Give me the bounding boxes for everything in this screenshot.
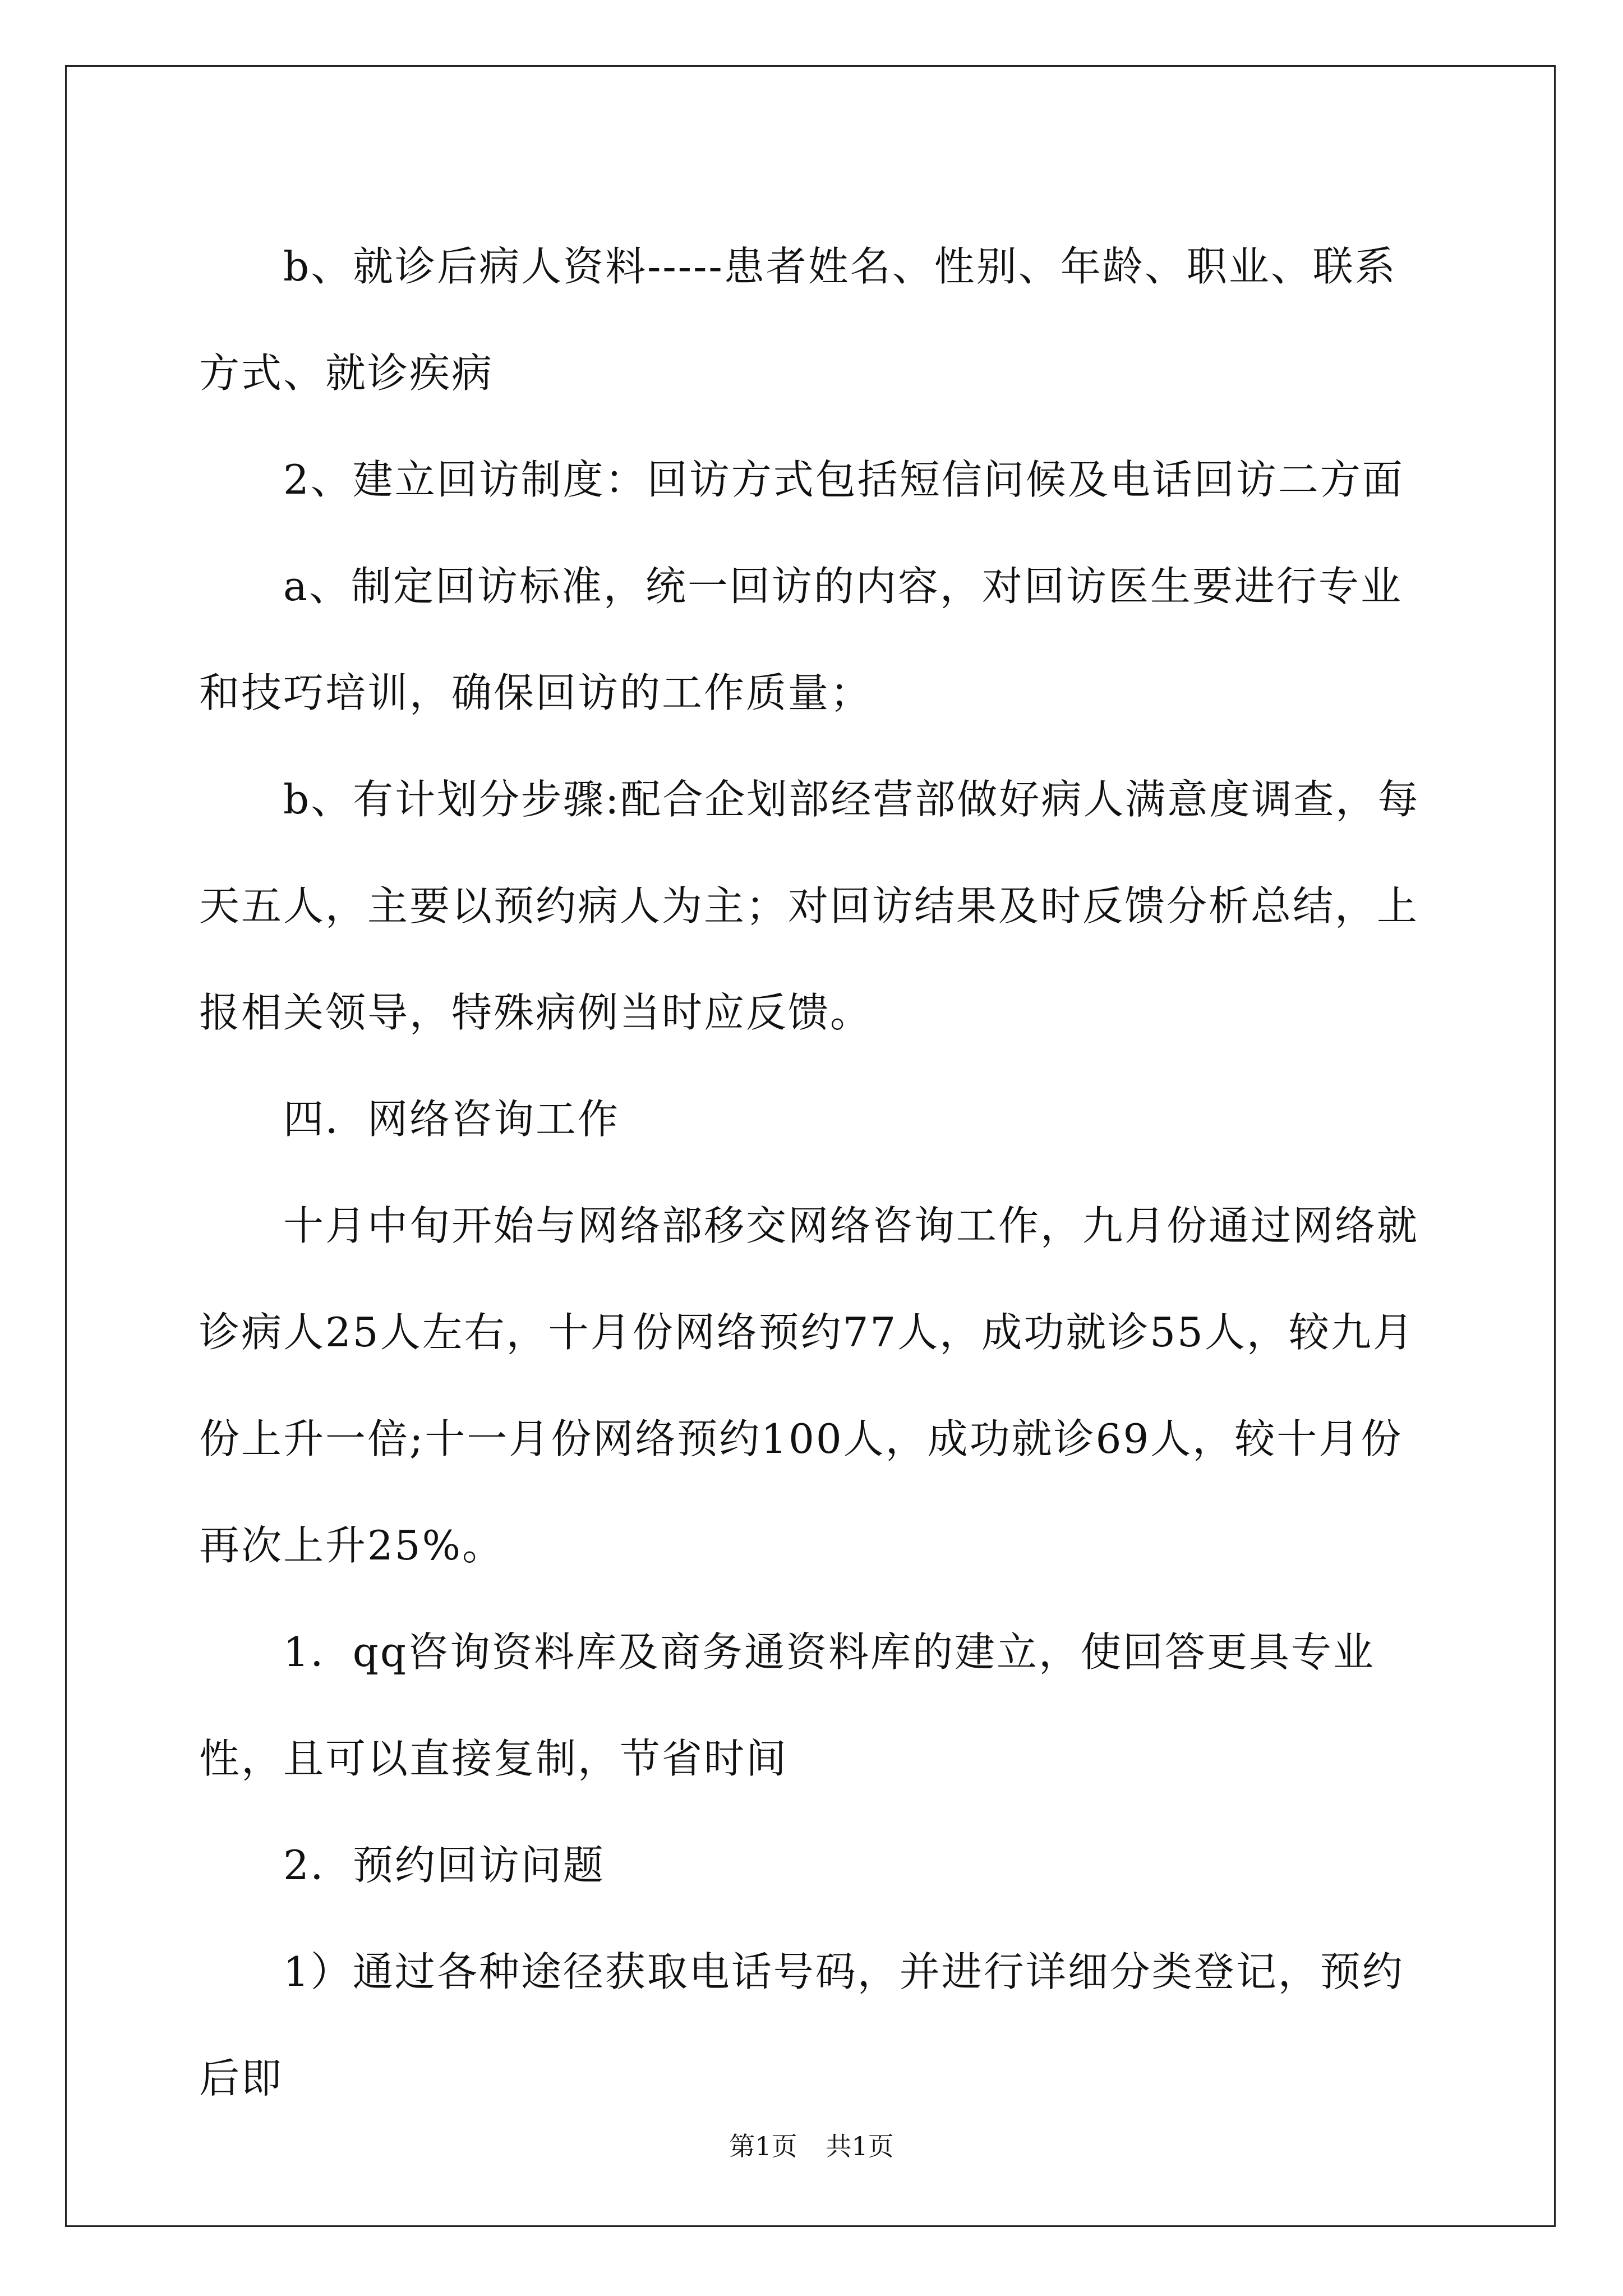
paragraph: 2、建立回访制度：回访方式包括短信问候及电话回访二方面 (283, 456, 1404, 503)
paragraph: b、就诊后病人资料-----患者姓名、性别、年龄、职业、联系方式、就诊疾病 (199, 243, 1397, 397)
page-footer (0, 2126, 1623, 2163)
paragraph: 1．qq咨询资料库及商务通资料库的建立，使回答更具专业性，且可以直接复制，节省时间 (199, 1628, 1375, 1782)
page-total: 共1页 (826, 2131, 894, 2161)
page-number: 第1页 (729, 2131, 797, 2161)
paragraph: 2．预约回访问题 (283, 1842, 605, 1889)
document-body (199, 213, 1433, 2132)
paragraph: b、有计划分步骤:配合企划部经营部做好病人满意度调查，每天五人，主要以预约病人为主；对回访结果及时反馈分析总结，上报相关领导，特殊病例当时应反馈。 (199, 776, 1420, 1036)
paragraph: 1）通过各种途径获取电话号码，并进行详细分类登记，预约后即 (199, 1948, 1404, 2102)
paragraph: a、制定回访标准，统一回访的内容，对回访医生要进行专业和技巧培训，确保回访的工作质量； (199, 563, 1403, 716)
section-heading: 四．网络咨询工作 (283, 1096, 620, 1143)
paragraph: 十月中旬开始与网络部移交网络咨询工作，九月份通过网络就诊病人25人左右，十月份网络预约77人，成功就诊55人，较九月份上升一倍;十一月份网络预约100人，成功就诊69人，较十月份再次上升25%。 (199, 1202, 1419, 1569)
